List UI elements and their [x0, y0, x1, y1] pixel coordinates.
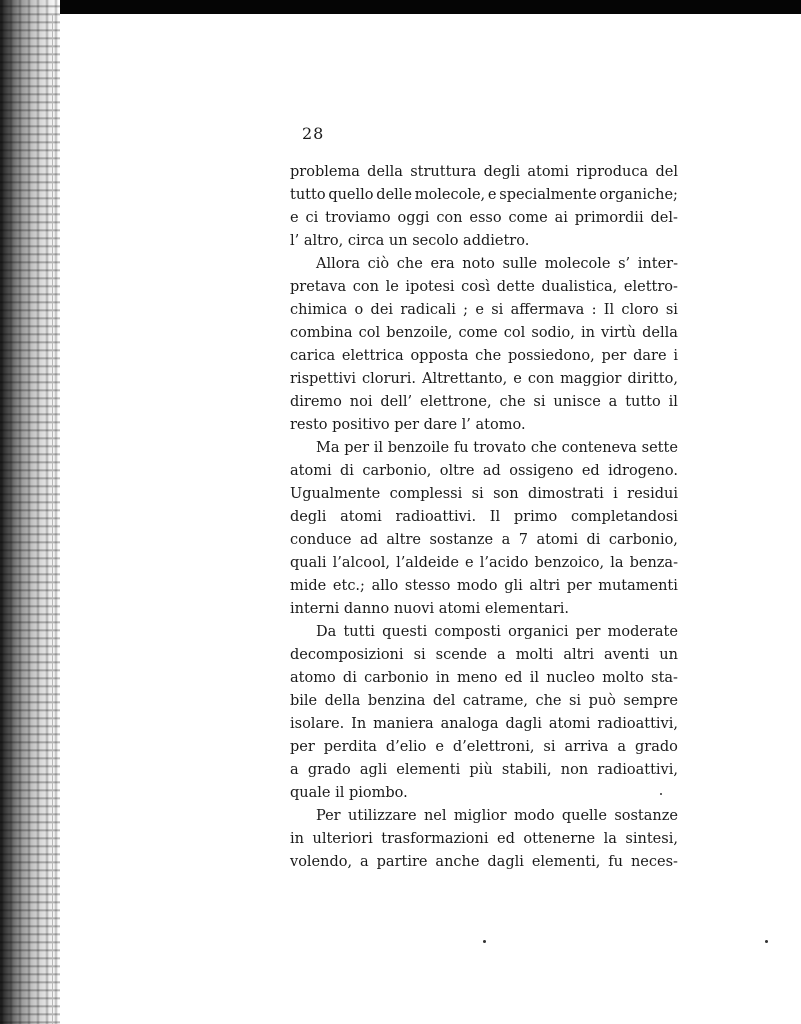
text-line: conduce ad altre sostanze a 7 atomi di carbonio, — [290, 532, 678, 548]
text-line: mide etc.; allo stesso modo gli altri per mutamenti — [290, 578, 678, 594]
text-line: carica elettrica opposta che possiedono, per dare i — [290, 348, 678, 364]
paragraph — [290, 161, 678, 253]
text-line: l’ altro, circa un secolo addietro. — [290, 233, 530, 249]
text-line: rispettivi cloruri. Altrettanto, e con maggior diritto, — [290, 371, 678, 387]
paragraph — [290, 805, 678, 874]
text-line: degli atomi radioattivi. Il primo completandosi — [290, 509, 678, 525]
text-line: decomposizioni si scende a molti altri aventi un — [290, 647, 678, 663]
text-line: combina col benzoile, come col sodio, in virtù della — [290, 325, 678, 341]
text-line: per perdita d’elio e d’elettroni, si arriva a grado — [290, 739, 678, 755]
book-binding-edge — [0, 0, 60, 1024]
text-line: a grado agli elementi più stabili, non radioattivi, — [290, 762, 678, 778]
scan-speck — [483, 940, 486, 943]
scan-speck — [765, 940, 768, 943]
scan-speck — [660, 793, 662, 795]
text-line: chimica o dei radicali ; e si affermava : Il cloro si — [290, 302, 678, 318]
text-line: quali l’alcool, l’aldeide e l’acido benzoico, la benza- — [290, 555, 678, 571]
text-line: Per utilizzare nel miglior modo quelle sostanze — [316, 808, 678, 824]
text-line: problema della struttura degli atomi riproduca del — [290, 164, 678, 180]
paragraph — [290, 253, 678, 437]
text-line: atomi di carbonio, oltre ad ossigeno ed idrogeno. — [290, 463, 678, 479]
text-line: volendo, a partire anche dagli elementi, fu neces- — [290, 854, 678, 870]
text-line: Da tutti questi composti organici per moderate — [316, 624, 678, 640]
text-line: Ma per il benzoile fu trovato che conteneva sette — [316, 440, 678, 456]
text-line: e ci troviamo oggi con esso come ai primordii del- — [290, 210, 678, 226]
paragraph — [290, 437, 678, 621]
gutter-line — [52, 14, 53, 1024]
body-text — [290, 161, 678, 874]
text-line: isolare. In maniera analoga dagli atomi radioattivi, — [290, 716, 678, 732]
text-line: Allora ciò che era noto sulle molecole s’ inter- — [316, 256, 678, 272]
text-line: pretava con le ipotesi così dette dualistica, elettro- — [290, 279, 678, 295]
scan-top-border — [0, 0, 801, 14]
page-number: 28 — [302, 124, 325, 143]
text-line: Ugualmente complessi si son dimostrati i residui — [290, 486, 678, 502]
text-line: diremo noi dell’ elettrone, che si unisce a tutto il — [290, 394, 678, 410]
text-line: in ulteriori trasformazioni ed ottenerne la sintesi, — [290, 831, 678, 847]
text-line: interni danno nuovi atomi elementari. — [290, 601, 570, 617]
paragraph — [290, 621, 678, 805]
text-line: atomo di carbonio in meno ed il nucleo molto sta- — [290, 670, 678, 686]
text-line: quale il piombo. — [290, 785, 408, 801]
text-line: resto positivo per dare l’ atomo. — [290, 417, 526, 433]
text-line: bile della benzina del catrame, che si può sempre — [290, 693, 678, 709]
text-line: tutto quello delle molecole, e specialmente organiche; — [290, 187, 678, 203]
